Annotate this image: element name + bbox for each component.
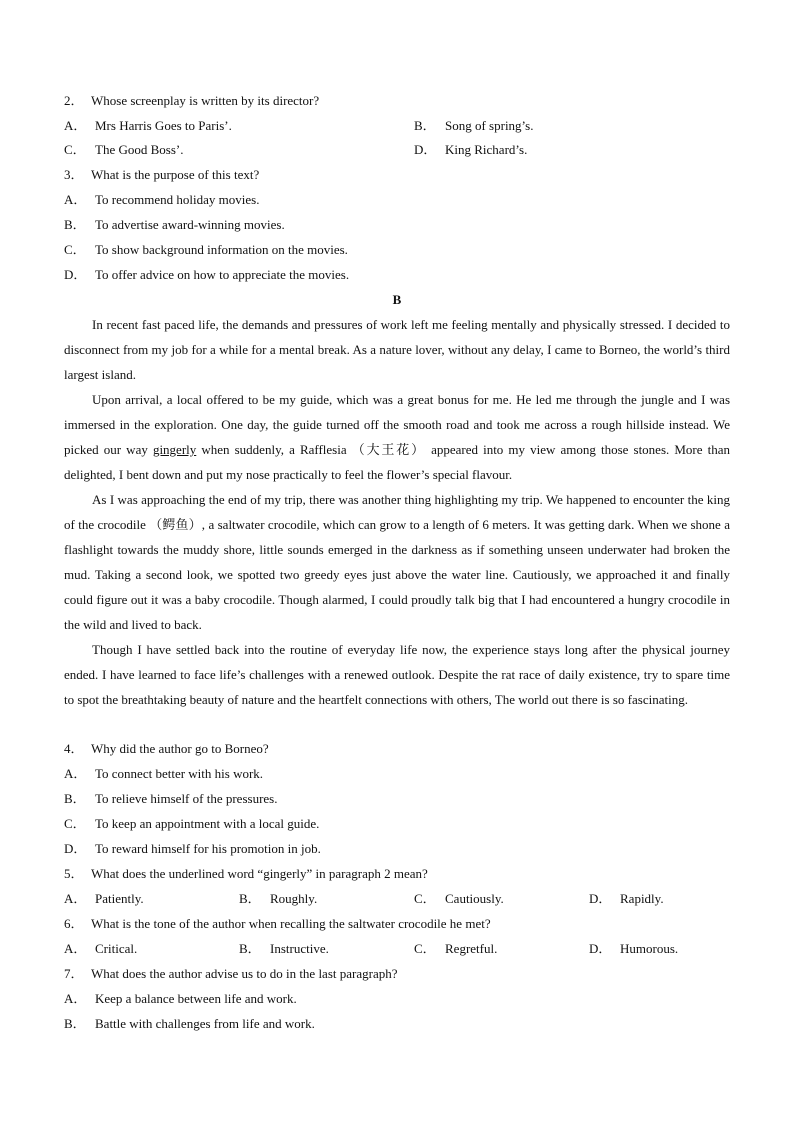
passage-paragraph-1: In recent fast paced life, the demands and pressures of work left me feeling mentally and physically stressed. I decided to disconnect from my job for a while for a mental break. As a nature lover, without any delay, I came to Borneo, the world’s third largest island. [64, 317, 730, 382]
q3-option-b: B． To advertise award-winning movies. [64, 217, 285, 232]
question-number: 5． [64, 866, 84, 881]
q4-option-b: B． To relieve himself of the pressures. [64, 791, 278, 806]
question-text: Whose screenplay is written by its director? [91, 93, 320, 108]
underlined-word: gingerly [152, 442, 197, 457]
q3-option-c: C． To show background information on the movies. [64, 242, 348, 257]
q2-option-b: B． Song of spring’s. [414, 118, 534, 133]
question-6 [64, 916, 730, 932]
q5-option-b: B． Roughly. [239, 891, 318, 906]
question-number: 2． [64, 93, 84, 108]
question-2 [64, 93, 730, 109]
passage-paragraph-3: As I was approaching the end of my trip, there was another thing highlighting my trip. We happened to encounter the king of the crocodile （鳄鱼）, a saltwater crocodile, which can grow to a length of 6 meters. It was getting dark. When we shone a flashlight towards the muddy shore, little sounds emerged in the darkness as if something unseen underwater had broken the mud. Taking a second look, we spotted two greedy eyes just above the water line. Cautiously, we approached it and finally could figure out it was a baby crocodile. Though alarmed, I could proudly talk big that I had encountered a hungry crocodile in the wild and lived to back. [64, 492, 730, 632]
question-number: 7． [64, 966, 84, 981]
q5-option-a: A． Patiently. [64, 891, 144, 906]
question-text: What does the underlined word “gingerly” in paragraph 2 mean? [91, 866, 428, 881]
q7-option-b: B． Battle with challenges from life and work. [64, 1016, 315, 1031]
q3-option-d: D． To offer advice on how to appreciate the movies. [64, 267, 350, 282]
q5-option-d: D． Rapidly. [589, 891, 664, 906]
question-4 [64, 741, 730, 757]
q6-option-d: D． Humorous. [589, 941, 679, 956]
q4-option-c: C． To keep an appointment with a local guide. [64, 816, 320, 831]
question-3 [64, 167, 730, 183]
q6-option-c: C． Regretful. [414, 941, 498, 956]
q6-option-a: A． Critical. [64, 941, 138, 956]
question-number: 6． [64, 916, 84, 931]
q4-option-a: A． To connect better with his work. [64, 766, 264, 781]
q2-option-d: D． King Richard’s. [414, 142, 528, 157]
passage-paragraph-2: Upon arrival, a local offered to be my guide, which was a great bonus for me. He led me through the jungle and I was immersed in the exploration. One day, the guide turned off the smooth road and took me across a rough hillside instead. We picked our way gingerly when suddenly, a Rafflesia （大王花） appeared into my view among those stones. More than delighted, I bent down and put my nose practically to feel the flower’s special flavour. [64, 392, 730, 482]
question-text: What does the author advise us to do in the last paragraph? [91, 966, 398, 981]
q7-option-a: A． Keep a balance between life and work. [64, 991, 297, 1006]
question-7 [64, 966, 730, 982]
q2-option-c: C． The Good Boss’. [64, 142, 184, 157]
question-text: Why did the author go to Borneo? [91, 741, 269, 756]
q6-option-b: B． Instructive. [239, 941, 329, 956]
question-number: 4． [64, 741, 84, 756]
q5-option-c: C． Cautiously. [414, 891, 504, 906]
section-title: B [392, 292, 402, 307]
q3-option-a: A． To recommend holiday movies. [64, 192, 260, 207]
question-text: What is the tone of the author when recalling the saltwater crocodile he met? [91, 916, 491, 931]
q2-option-a: A． Mrs Harris Goes to Paris’. [64, 118, 232, 133]
question-text: What is the purpose of this text? [91, 167, 260, 182]
question-number: 3． [64, 167, 84, 182]
question-5 [64, 866, 730, 882]
passage-paragraph-4: Though I have settled back into the routine of everyday life now, the experience stays long after the physical journey ended. I have learned to face life’s challenges with a renewed outlook. Despite the rat race of daily existence, try to spare time to spot the breathtaking beauty of nature and the heartfelt connections with others, The world out there is so fascinating. [64, 642, 730, 707]
q4-option-d: D． To reward himself for his promotion in job. [64, 841, 321, 856]
